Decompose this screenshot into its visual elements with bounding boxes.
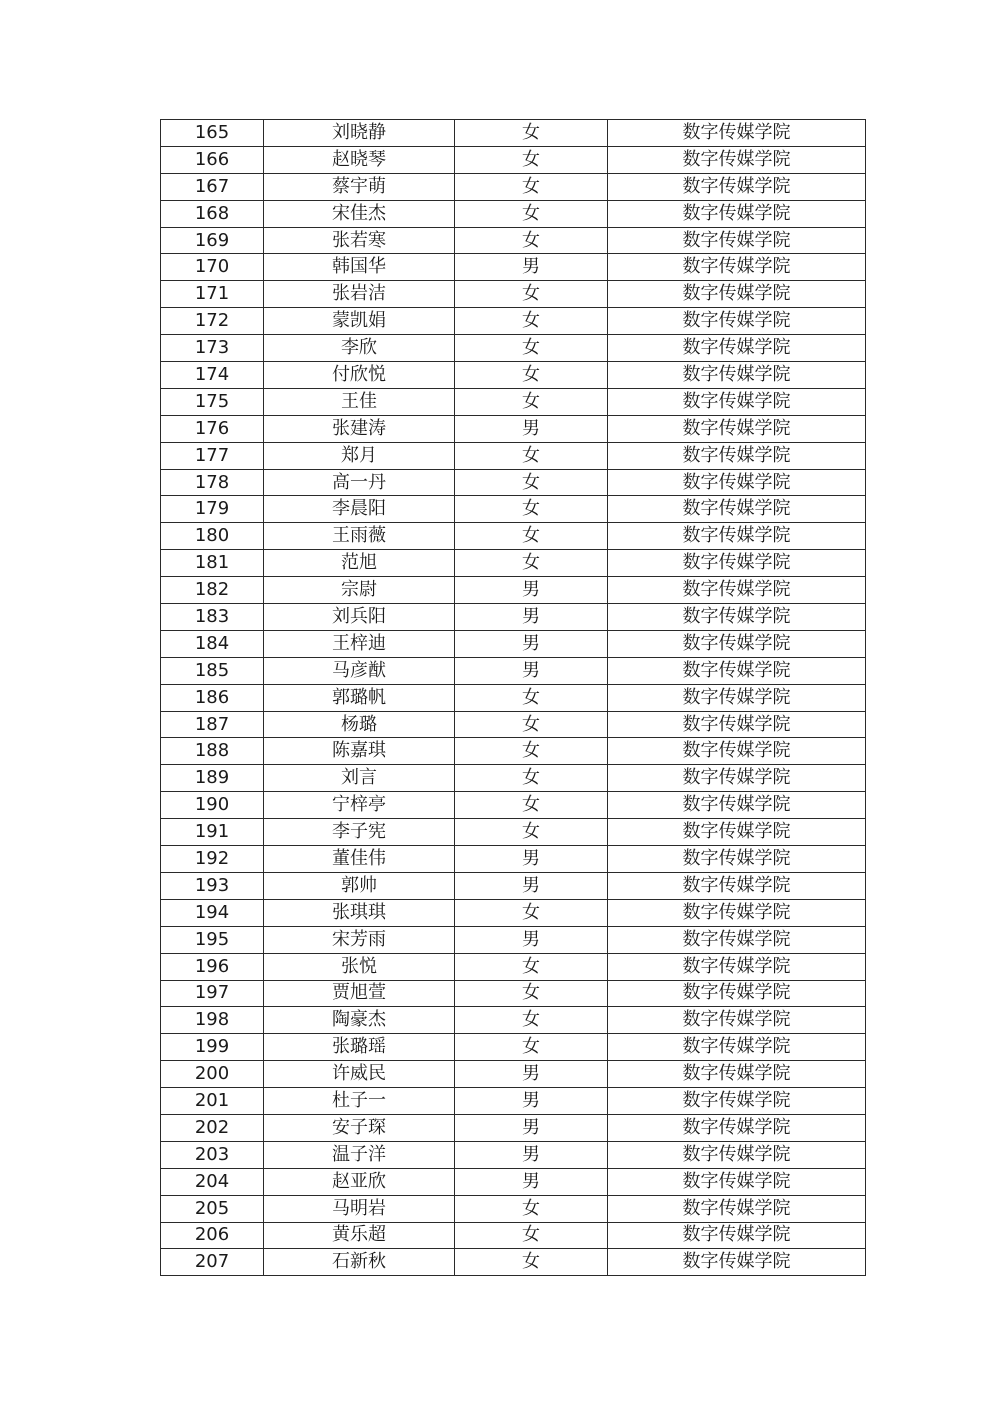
college-cell: 数字传媒学院 <box>608 738 866 765</box>
gender-cell: 女 <box>455 146 608 173</box>
row-number-cell: 166 <box>161 146 264 173</box>
table-row <box>161 308 866 335</box>
college-cell: 数字传媒学院 <box>608 200 866 227</box>
table-row <box>161 1168 866 1195</box>
student-name-cell: 黄乐超 <box>264 1222 455 1249</box>
college-cell: 数字传媒学院 <box>608 899 866 926</box>
gender-cell: 女 <box>455 1222 608 1249</box>
gender-cell: 男 <box>455 1061 608 1088</box>
row-number-cell: 181 <box>161 550 264 577</box>
college-cell: 数字传媒学院 <box>608 469 866 496</box>
student-name-cell: 李子宪 <box>264 819 455 846</box>
college-cell: 数字传媒学院 <box>608 1168 866 1195</box>
table-row <box>161 254 866 281</box>
table-row <box>161 1007 866 1034</box>
gender-cell: 男 <box>455 1114 608 1141</box>
college-cell: 数字传媒学院 <box>608 335 866 362</box>
student-name-cell: 付欣悦 <box>264 362 455 389</box>
row-number-cell: 203 <box>161 1141 264 1168</box>
table-row <box>161 469 866 496</box>
student-name-cell: 杨璐 <box>264 711 455 738</box>
college-cell: 数字传媒学院 <box>608 577 866 604</box>
student-name-cell: 郑月 <box>264 442 455 469</box>
table-row <box>161 550 866 577</box>
row-number-cell: 180 <box>161 523 264 550</box>
gender-cell: 女 <box>455 819 608 846</box>
table-row <box>161 738 866 765</box>
college-cell: 数字传媒学院 <box>608 550 866 577</box>
row-number-cell: 197 <box>161 980 264 1007</box>
row-number-cell: 170 <box>161 254 264 281</box>
student-name-cell: 刘言 <box>264 765 455 792</box>
student-name-cell: 陈嘉琪 <box>264 738 455 765</box>
college-cell: 数字传媒学院 <box>608 953 866 980</box>
row-number-cell: 167 <box>161 173 264 200</box>
row-number-cell: 205 <box>161 1195 264 1222</box>
table-row <box>161 684 866 711</box>
gender-cell: 女 <box>455 1007 608 1034</box>
student-name-cell: 宗尉 <box>264 577 455 604</box>
student-name-cell: 刘晓静 <box>264 120 455 147</box>
row-number-cell: 173 <box>161 335 264 362</box>
table-row <box>161 1088 866 1115</box>
row-number-cell: 172 <box>161 308 264 335</box>
gender-cell: 女 <box>455 711 608 738</box>
student-name-cell: 李晨阳 <box>264 496 455 523</box>
row-number-cell: 176 <box>161 415 264 442</box>
table-row <box>161 604 866 631</box>
student-name-cell: 石新秋 <box>264 1249 455 1276</box>
table-row <box>161 1034 866 1061</box>
student-name-cell: 马彦猷 <box>264 657 455 684</box>
table-row <box>161 899 866 926</box>
student-name-cell: 许威民 <box>264 1061 455 1088</box>
student-name-cell: 董佳伟 <box>264 846 455 873</box>
student-roster-sheet <box>160 119 865 1276</box>
table-row <box>161 953 866 980</box>
gender-cell: 女 <box>455 308 608 335</box>
student-name-cell: 张建涛 <box>264 415 455 442</box>
college-cell: 数字传媒学院 <box>608 254 866 281</box>
row-number-cell: 189 <box>161 765 264 792</box>
gender-cell: 女 <box>455 1034 608 1061</box>
college-cell: 数字传媒学院 <box>608 1061 866 1088</box>
gender-cell: 女 <box>455 388 608 415</box>
row-number-cell: 187 <box>161 711 264 738</box>
gender-cell: 女 <box>455 765 608 792</box>
student-name-cell: 刘兵阳 <box>264 604 455 631</box>
table-row <box>161 200 866 227</box>
table-row <box>161 1061 866 1088</box>
college-cell: 数字传媒学院 <box>608 523 866 550</box>
gender-cell: 女 <box>455 550 608 577</box>
student-name-cell: 王梓迪 <box>264 630 455 657</box>
college-cell: 数字传媒学院 <box>608 657 866 684</box>
gender-cell: 女 <box>455 1195 608 1222</box>
college-cell: 数字传媒学院 <box>608 819 866 846</box>
table-row <box>161 362 866 389</box>
college-cell: 数字传媒学院 <box>608 630 866 657</box>
gender-cell: 女 <box>455 362 608 389</box>
student-name-cell: 张琪琪 <box>264 899 455 926</box>
gender-cell: 男 <box>455 872 608 899</box>
row-number-cell: 179 <box>161 496 264 523</box>
student-name-cell: 陶豪杰 <box>264 1007 455 1034</box>
gender-cell: 女 <box>455 738 608 765</box>
gender-cell: 男 <box>455 630 608 657</box>
row-number-cell: 185 <box>161 657 264 684</box>
college-cell: 数字传媒学院 <box>608 146 866 173</box>
college-cell: 数字传媒学院 <box>608 792 866 819</box>
student-name-cell: 郭璐帆 <box>264 684 455 711</box>
gender-cell: 女 <box>455 980 608 1007</box>
college-cell: 数字传媒学院 <box>608 281 866 308</box>
row-number-cell: 192 <box>161 846 264 873</box>
college-cell: 数字传媒学院 <box>608 604 866 631</box>
student-name-cell: 张璐瑶 <box>264 1034 455 1061</box>
college-cell: 数字传媒学院 <box>608 227 866 254</box>
college-cell: 数字传媒学院 <box>608 872 866 899</box>
row-number-cell: 207 <box>161 1249 264 1276</box>
gender-cell: 女 <box>455 523 608 550</box>
college-cell: 数字传媒学院 <box>608 846 866 873</box>
college-cell: 数字传媒学院 <box>608 308 866 335</box>
table-row <box>161 630 866 657</box>
row-number-cell: 190 <box>161 792 264 819</box>
roster-table-body <box>161 120 866 1276</box>
college-cell: 数字传媒学院 <box>608 1195 866 1222</box>
row-number-cell: 178 <box>161 469 264 496</box>
row-number-cell: 165 <box>161 120 264 147</box>
table-row <box>161 281 866 308</box>
student-name-cell: 范旭 <box>264 550 455 577</box>
student-name-cell: 李欣 <box>264 335 455 362</box>
row-number-cell: 174 <box>161 362 264 389</box>
college-cell: 数字传媒学院 <box>608 1114 866 1141</box>
table-row <box>161 1114 866 1141</box>
row-number-cell: 183 <box>161 604 264 631</box>
table-row <box>161 1195 866 1222</box>
table-row <box>161 711 866 738</box>
row-number-cell: 168 <box>161 200 264 227</box>
gender-cell: 男 <box>455 254 608 281</box>
table-row <box>161 657 866 684</box>
row-number-cell: 184 <box>161 630 264 657</box>
college-cell: 数字传媒学院 <box>608 362 866 389</box>
college-cell: 数字传媒学院 <box>608 926 866 953</box>
gender-cell: 女 <box>455 496 608 523</box>
college-cell: 数字传媒学院 <box>608 496 866 523</box>
gender-cell: 女 <box>455 684 608 711</box>
student-name-cell: 高一丹 <box>264 469 455 496</box>
row-number-cell: 177 <box>161 442 264 469</box>
row-number-cell: 200 <box>161 1061 264 1088</box>
table-row <box>161 388 866 415</box>
row-number-cell: 206 <box>161 1222 264 1249</box>
student-name-cell: 宁梓亭 <box>264 792 455 819</box>
gender-cell: 男 <box>455 1168 608 1195</box>
gender-cell: 女 <box>455 469 608 496</box>
student-name-cell: 温子洋 <box>264 1141 455 1168</box>
row-number-cell: 191 <box>161 819 264 846</box>
table-row <box>161 980 866 1007</box>
table-row <box>161 1249 866 1276</box>
gender-cell: 女 <box>455 173 608 200</box>
college-cell: 数字传媒学院 <box>608 765 866 792</box>
table-row <box>161 872 866 899</box>
college-cell: 数字传媒学院 <box>608 415 866 442</box>
row-number-cell: 194 <box>161 899 264 926</box>
student-roster-table <box>160 119 866 1276</box>
row-number-cell: 204 <box>161 1168 264 1195</box>
table-row <box>161 819 866 846</box>
table-row <box>161 577 866 604</box>
student-name-cell: 安子琛 <box>264 1114 455 1141</box>
table-row <box>161 496 866 523</box>
table-row <box>161 415 866 442</box>
college-cell: 数字传媒学院 <box>608 1141 866 1168</box>
college-cell: 数字传媒学院 <box>608 442 866 469</box>
student-name-cell: 张悦 <box>264 953 455 980</box>
row-number-cell: 186 <box>161 684 264 711</box>
college-cell: 数字传媒学院 <box>608 980 866 1007</box>
table-row <box>161 120 866 147</box>
table-row <box>161 523 866 550</box>
row-number-cell: 199 <box>161 1034 264 1061</box>
row-number-cell: 188 <box>161 738 264 765</box>
gender-cell: 男 <box>455 604 608 631</box>
table-row <box>161 792 866 819</box>
college-cell: 数字传媒学院 <box>608 173 866 200</box>
row-number-cell: 169 <box>161 227 264 254</box>
gender-cell: 女 <box>455 953 608 980</box>
row-number-cell: 201 <box>161 1088 264 1115</box>
gender-cell: 女 <box>455 899 608 926</box>
gender-cell: 女 <box>455 120 608 147</box>
college-cell: 数字传媒学院 <box>608 388 866 415</box>
student-name-cell: 张岩洁 <box>264 281 455 308</box>
table-row <box>161 846 866 873</box>
gender-cell: 女 <box>455 200 608 227</box>
row-number-cell: 171 <box>161 281 264 308</box>
row-number-cell: 182 <box>161 577 264 604</box>
table-row <box>161 765 866 792</box>
college-cell: 数字传媒学院 <box>608 684 866 711</box>
gender-cell: 男 <box>455 926 608 953</box>
gender-cell: 男 <box>455 415 608 442</box>
table-row <box>161 1222 866 1249</box>
student-name-cell: 宋佳杰 <box>264 200 455 227</box>
table-row <box>161 1141 866 1168</box>
college-cell: 数字传媒学院 <box>608 120 866 147</box>
student-name-cell: 杜子一 <box>264 1088 455 1115</box>
row-number-cell: 175 <box>161 388 264 415</box>
student-name-cell: 王雨薇 <box>264 523 455 550</box>
gender-cell: 女 <box>455 227 608 254</box>
student-name-cell: 赵亚欣 <box>264 1168 455 1195</box>
table-row <box>161 442 866 469</box>
student-name-cell: 郭帅 <box>264 872 455 899</box>
row-number-cell: 193 <box>161 872 264 899</box>
student-name-cell: 贾旭萱 <box>264 980 455 1007</box>
gender-cell: 女 <box>455 792 608 819</box>
college-cell: 数字传媒学院 <box>608 1007 866 1034</box>
student-name-cell: 韩国华 <box>264 254 455 281</box>
gender-cell: 女 <box>455 281 608 308</box>
gender-cell: 女 <box>455 1249 608 1276</box>
student-name-cell: 张若寒 <box>264 227 455 254</box>
row-number-cell: 195 <box>161 926 264 953</box>
row-number-cell: 198 <box>161 1007 264 1034</box>
college-cell: 数字传媒学院 <box>608 1222 866 1249</box>
gender-cell: 女 <box>455 442 608 469</box>
student-name-cell: 马明岩 <box>264 1195 455 1222</box>
table-row <box>161 173 866 200</box>
gender-cell: 男 <box>455 1141 608 1168</box>
table-row <box>161 146 866 173</box>
student-name-cell: 蔡宇萌 <box>264 173 455 200</box>
college-cell: 数字传媒学院 <box>608 1034 866 1061</box>
gender-cell: 女 <box>455 335 608 362</box>
gender-cell: 男 <box>455 657 608 684</box>
student-name-cell: 蒙凯娟 <box>264 308 455 335</box>
gender-cell: 男 <box>455 1088 608 1115</box>
table-row <box>161 335 866 362</box>
gender-cell: 男 <box>455 846 608 873</box>
table-row <box>161 926 866 953</box>
college-cell: 数字传媒学院 <box>608 711 866 738</box>
student-name-cell: 王佳 <box>264 388 455 415</box>
table-row <box>161 227 866 254</box>
college-cell: 数字传媒学院 <box>608 1249 866 1276</box>
college-cell: 数字传媒学院 <box>608 1088 866 1115</box>
gender-cell: 男 <box>455 577 608 604</box>
student-name-cell: 宋芳雨 <box>264 926 455 953</box>
row-number-cell: 196 <box>161 953 264 980</box>
student-name-cell: 赵晓琴 <box>264 146 455 173</box>
row-number-cell: 202 <box>161 1114 264 1141</box>
